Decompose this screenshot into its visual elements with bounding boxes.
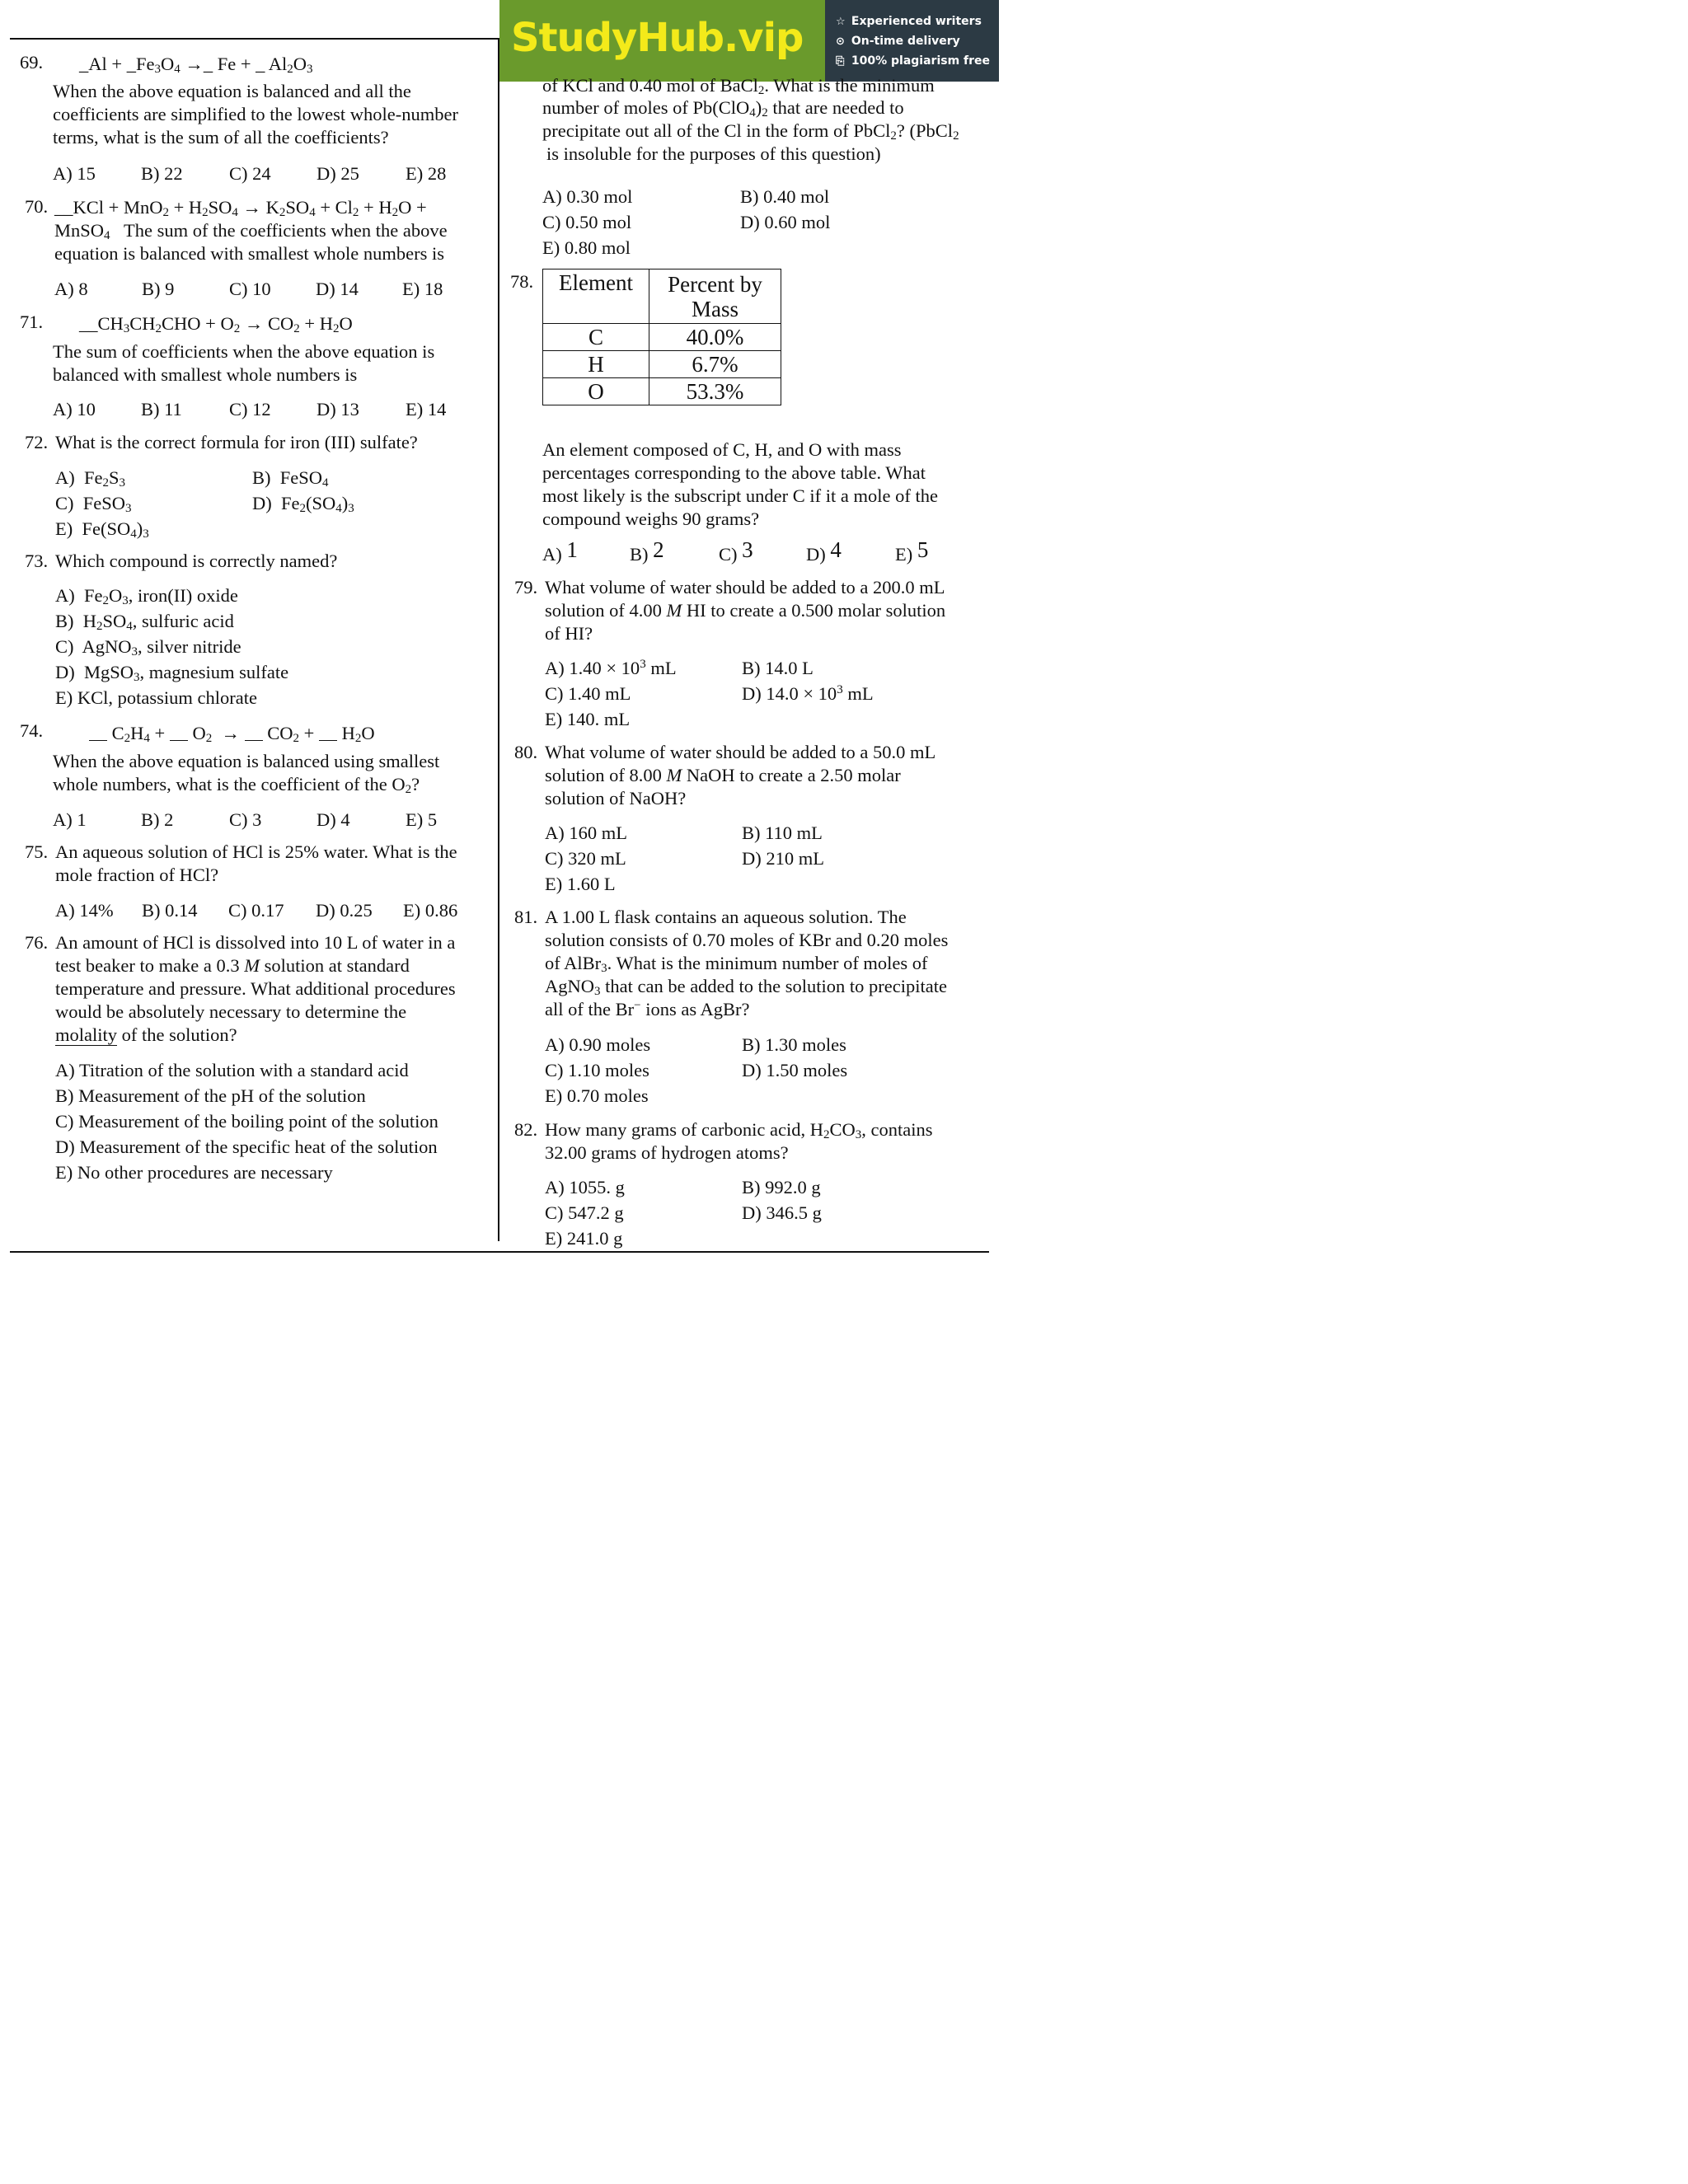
q81-option-b[interactable]: B) 1.30 moles — [742, 1034, 846, 1055]
q73-option-c[interactable]: C) AgNO$_3$, silver nitride — [55, 636, 241, 658]
q71-option-d[interactable]: D) 13 — [316, 399, 359, 419]
table-header-percent: Percent by Mass — [649, 269, 781, 324]
q79-option-a[interactable]: A) $1.40 \times 10^3$ mL — [545, 658, 677, 678]
q76-option-b[interactable]: B) Measurement of the pH of the solution — [55, 1085, 366, 1106]
question-82-stem-2: 32.00 grams of hydrogen atoms? — [545, 1142, 789, 1163]
q80-option-c[interactable]: C) 320 mL — [545, 848, 626, 869]
feature-on-time-delivery: ⊙ On-time delivery — [836, 35, 960, 48]
q73-option-a[interactable]: A) $Fe_2O_3$, iron(II) oxide — [55, 585, 238, 607]
q72-option-b[interactable]: B) FeSO$_4$ — [252, 467, 329, 490]
q75-option-d[interactable]: D) 0.25 — [316, 900, 373, 921]
question-70-stem-2: equation is balanced with smallest whole numbers is — [54, 243, 445, 264]
table-cell-element: H — [543, 351, 649, 378]
question-81-stem-4: AgNO$_3$ that can be added to the solution to precipitate — [545, 976, 947, 998]
question-81-stem-5: all of the Br− ions as AgBr? — [545, 999, 750, 1019]
question-72-number: 72. — [25, 432, 49, 452]
question-79-stem-3: of HI? — [545, 623, 593, 644]
q73-option-d[interactable]: D) MgSO$_3$, magnesium sulfate — [55, 662, 289, 684]
q69-option-e[interactable]: E) 28 — [406, 163, 447, 184]
question-80-stem-2: solution of 8.00 M NaOH to create a 2.50 molar — [545, 765, 901, 785]
question-69-equation: _Al + $\_Fe_3O_4$ →_ Fe + _ $Al_2O_3$ — [79, 54, 313, 76]
banner-arrow — [809, 0, 827, 81]
question-70-equation: __KCl + $MnO_2 + H_2SO_4 \to K_2SO_4 + Cl_2 + H_2O$ + — [54, 197, 427, 219]
q69-option-d[interactable]: D) 25 — [316, 163, 359, 184]
question-74-stem: When the above equation is balanced using smallest — [53, 751, 440, 771]
table-cell-percent: 53.3% — [649, 378, 781, 405]
q79-option-c[interactable]: C) 1.40 mL — [545, 683, 631, 704]
q78-option-d[interactable]: D) 4 — [806, 537, 842, 565]
question-77-stem: number of moles of $Pb(ClO_4)_2$ that are needed to — [542, 97, 904, 120]
star-icon: ☆ — [836, 16, 846, 28]
question-79-stem-2: solution of 4.00 M HI to create a 0.500 molar solution — [545, 600, 946, 621]
q72-option-a[interactable]: A) $Fe_2S_3$ — [55, 467, 126, 490]
question-77-stem-partial: of KCl and 0.40 mol of BaCl$_2$. What is the minimum — [542, 75, 935, 97]
q77-option-e[interactable]: E) 0.80 mol — [542, 237, 631, 258]
question-79-number: 79. — [514, 577, 538, 598]
question-78-stem-2: percentages corresponding to the above table. What — [542, 462, 926, 483]
q75-option-e[interactable]: E) 0.86 — [403, 900, 458, 921]
q82-option-d[interactable]: D) 346.5 g — [742, 1202, 822, 1223]
question-82-stem: How many grams of carbonic acid, $H_2CO_3$, contains — [545, 1119, 933, 1141]
q72-option-d[interactable]: D) $Fe_2(SO_4)_3$ — [252, 493, 354, 515]
q77-option-c[interactable]: C) 0.50 mol — [542, 212, 632, 232]
q78-option-c[interactable]: C) 3 — [719, 537, 753, 565]
q76-option-e[interactable]: E) No other procedures are necessary — [55, 1162, 333, 1183]
q70-option-d[interactable]: D) 14 — [316, 279, 359, 299]
question-76-stem-5: molality of the solution? — [55, 1024, 237, 1045]
q76-option-d[interactable]: D) Measurement of the specific heat of the solution — [55, 1137, 438, 1157]
q75-option-b[interactable]: B) 0.14 — [142, 900, 198, 921]
question-79-stem: What volume of water should be added to a 200.0 mL — [545, 577, 945, 598]
q70-option-b[interactable]: B) 9 — [142, 279, 175, 299]
q71-option-b[interactable]: B) 11 — [141, 399, 182, 419]
question-71-number: 71. — [20, 312, 44, 332]
question-71-stem-2: balanced with smallest whole numbers is — [53, 364, 358, 385]
question-77-stem-2: precipitate out all of the Cl in the form of PbCl$_2$? (PbCl$_2$ — [542, 120, 959, 143]
feature-plagiarism-free: ⎘ 100% plagiarism free — [836, 54, 991, 68]
q71-option-a[interactable]: A) 10 — [53, 399, 96, 419]
question-70-number: 70. — [25, 196, 49, 217]
bottom-rule — [10, 1251, 989, 1253]
q70-option-e[interactable]: E) 18 — [402, 279, 443, 299]
question-76-stem: An amount of HCl is dissolved into 10 L of water in a — [55, 932, 456, 953]
q69-option-a[interactable]: A) 15 — [53, 163, 96, 184]
q80-option-b[interactable]: B) 110 mL — [742, 823, 823, 843]
question-80-number: 80. — [514, 742, 538, 762]
question-81-stem-2: solution consists of 0.70 moles of KBr and 0.20 moles — [545, 930, 949, 950]
question-82-number: 82. — [514, 1119, 538, 1140]
q82-option-a[interactable]: A) 1055. g — [545, 1177, 625, 1197]
question-69-stem: When the above equation is balanced and all the — [53, 81, 411, 101]
q82-option-c[interactable]: C) 547.2 g — [545, 1202, 624, 1223]
q77-option-d[interactable]: D) 0.60 mol — [740, 212, 831, 232]
q78-option-e[interactable]: E) 5 — [895, 537, 929, 565]
q75-option-a[interactable]: A) 14% — [55, 900, 114, 921]
question-78-stem-3: most likely is the subscript under C if it a mole of the — [542, 485, 938, 506]
question-70-stem: MnSO$_4$ The sum of the coefficients when the above — [54, 220, 448, 242]
element-mass-table — [542, 269, 781, 405]
question-72-stem: What is the correct formula for iron (III) sulfate? — [55, 432, 418, 452]
table-cell-element: O — [543, 378, 649, 405]
molality-underlined: molality — [55, 1024, 117, 1045]
question-69-stem-2: coefficients are simplified to the lowest whole-number — [53, 104, 458, 124]
question-71-equation: $\_\_CH_3CH_2CHO + O_2 \to CO_2 + H_2O$ — [79, 313, 353, 335]
table-row — [543, 324, 781, 351]
q74-option-d[interactable]: D) 4 — [316, 809, 350, 830]
question-76-number: 76. — [25, 932, 49, 953]
question-77-stem-3: is insoluble for the purposes of this question) — [546, 143, 881, 164]
question-74-equation: $C_2H_4 + O_2 \to CO_2 + H_2O$ — [89, 722, 375, 745]
question-75-number: 75. — [25, 841, 49, 862]
q69-option-c[interactable]: C) 24 — [229, 163, 271, 184]
question-80-stem: What volume of water should be added to a 50.0 mL — [545, 742, 936, 762]
question-78-stem: An element composed of C, H, and O with mass — [542, 439, 902, 460]
q74-option-a[interactable]: A) 1 — [53, 809, 87, 830]
question-76-stem-4: would be absolutely necessary to determine the — [55, 1001, 407, 1022]
q79-option-e[interactable]: E) 140. mL — [545, 709, 631, 729]
q74-option-e[interactable]: E) 5 — [406, 809, 438, 830]
q81-option-c[interactable]: C) 1.10 moles — [545, 1060, 649, 1080]
q77-option-a[interactable]: A) 0.30 mol — [542, 186, 633, 207]
q82-option-b[interactable]: B) 992.0 g — [742, 1177, 821, 1197]
question-76-stem-3: temperature and pressure. What additional procedures — [55, 978, 456, 999]
question-75-stem-2: mole fraction of HCl? — [55, 865, 219, 885]
q76-option-c[interactable]: C) Measurement of the boiling point of the solution — [55, 1111, 438, 1132]
q69-option-b[interactable]: B) 22 — [141, 163, 183, 184]
q74-option-c[interactable]: C) 3 — [229, 809, 262, 830]
question-80-stem-3: solution of NaOH? — [545, 788, 687, 808]
studyhub-banner[interactable] — [499, 0, 999, 82]
q75-option-c[interactable]: C) 0.17 — [228, 900, 284, 921]
table-row — [543, 378, 781, 405]
q76-option-a[interactable]: A) Titration of the solution with a standard acid — [55, 1060, 409, 1080]
question-78-stem-4: compound weighs 90 grams? — [542, 509, 760, 529]
q74-option-b[interactable]: B) 2 — [141, 809, 174, 830]
top-rule — [10, 38, 499, 40]
question-75-stem: An aqueous solution of HCl is 25% water. What is the — [55, 841, 457, 862]
q71-option-e[interactable]: E) 14 — [406, 399, 447, 419]
q82-option-e[interactable]: E) 241.0 g — [545, 1228, 623, 1249]
question-81-stem: A 1.00 L flask contains an aqueous solution. The — [545, 907, 907, 927]
q80-option-d[interactable]: D) 210 mL — [742, 848, 824, 869]
q81-option-a[interactable]: A) 0.90 moles — [545, 1034, 651, 1055]
question-81-number: 81. — [514, 907, 538, 927]
q81-option-e[interactable]: E) 0.70 moles — [545, 1085, 649, 1106]
q70-option-c[interactable]: C) 10 — [229, 279, 271, 299]
q77-option-b[interactable]: B) 0.40 mol — [740, 186, 830, 207]
question-71-stem: The sum of coefficients when the above equation is — [53, 341, 435, 362]
q79-option-d[interactable]: D) $14.0 \times 10^3$ mL — [742, 683, 874, 704]
table-row — [543, 351, 781, 378]
table-cell-percent: 6.7% — [649, 351, 781, 378]
clock-icon: ⊙ — [836, 35, 845, 48]
document-icon: ⎘ — [836, 55, 845, 68]
table-header-row — [543, 269, 781, 324]
question-81-stem-3: of AlBr$_3$. What is the minimum number of moles of — [545, 953, 928, 975]
question-73-number: 73. — [25, 551, 49, 571]
q71-option-c[interactable]: C) 12 — [229, 399, 271, 419]
q78-option-a[interactable]: A) 1 — [542, 537, 578, 565]
question-74-stem-2: whole numbers, what is the coefficient of the $O_2$? — [53, 774, 420, 796]
question-69-number: 69. — [20, 52, 44, 73]
q70-option-a[interactable]: A) 8 — [54, 279, 88, 299]
q78-option-b[interactable]: B) 2 — [630, 537, 664, 565]
studyhub-logo[interactable]: StudyHub.vip — [511, 15, 804, 61]
table-cell-element: C — [543, 324, 649, 351]
q81-option-d[interactable]: D) 1.50 moles — [742, 1060, 848, 1080]
q80-option-e[interactable]: E) 1.60 L — [545, 874, 616, 894]
q72-option-e[interactable]: E) $Fe(SO_4)_3$ — [55, 518, 149, 541]
q80-option-a[interactable]: A) 160 mL — [545, 823, 627, 843]
question-78-number: 78. — [510, 271, 534, 292]
question-73-stem: Which compound is correctly named? — [55, 551, 338, 571]
question-69-stem-3: terms, what is the sum of all the coefficients? — [53, 127, 389, 148]
table-header-element: Element — [543, 269, 649, 324]
q73-option-e[interactable]: E) KCl, potassium chlorate — [55, 687, 257, 708]
question-76-stem-2: test beaker to make a 0.3 M solution at standard — [55, 955, 410, 976]
table-cell-percent: 40.0% — [649, 324, 781, 351]
q79-option-b[interactable]: B) 14.0 L — [742, 658, 814, 678]
feature-experienced-writers: ☆ Experienced writers — [836, 15, 982, 28]
column-divider — [498, 38, 499, 1241]
q72-option-c[interactable]: C) FeSO$_3$ — [55, 493, 132, 515]
q73-option-b[interactable]: B) $H_2SO_4$, sulfuric acid — [55, 611, 234, 633]
question-74-number: 74. — [20, 720, 44, 741]
